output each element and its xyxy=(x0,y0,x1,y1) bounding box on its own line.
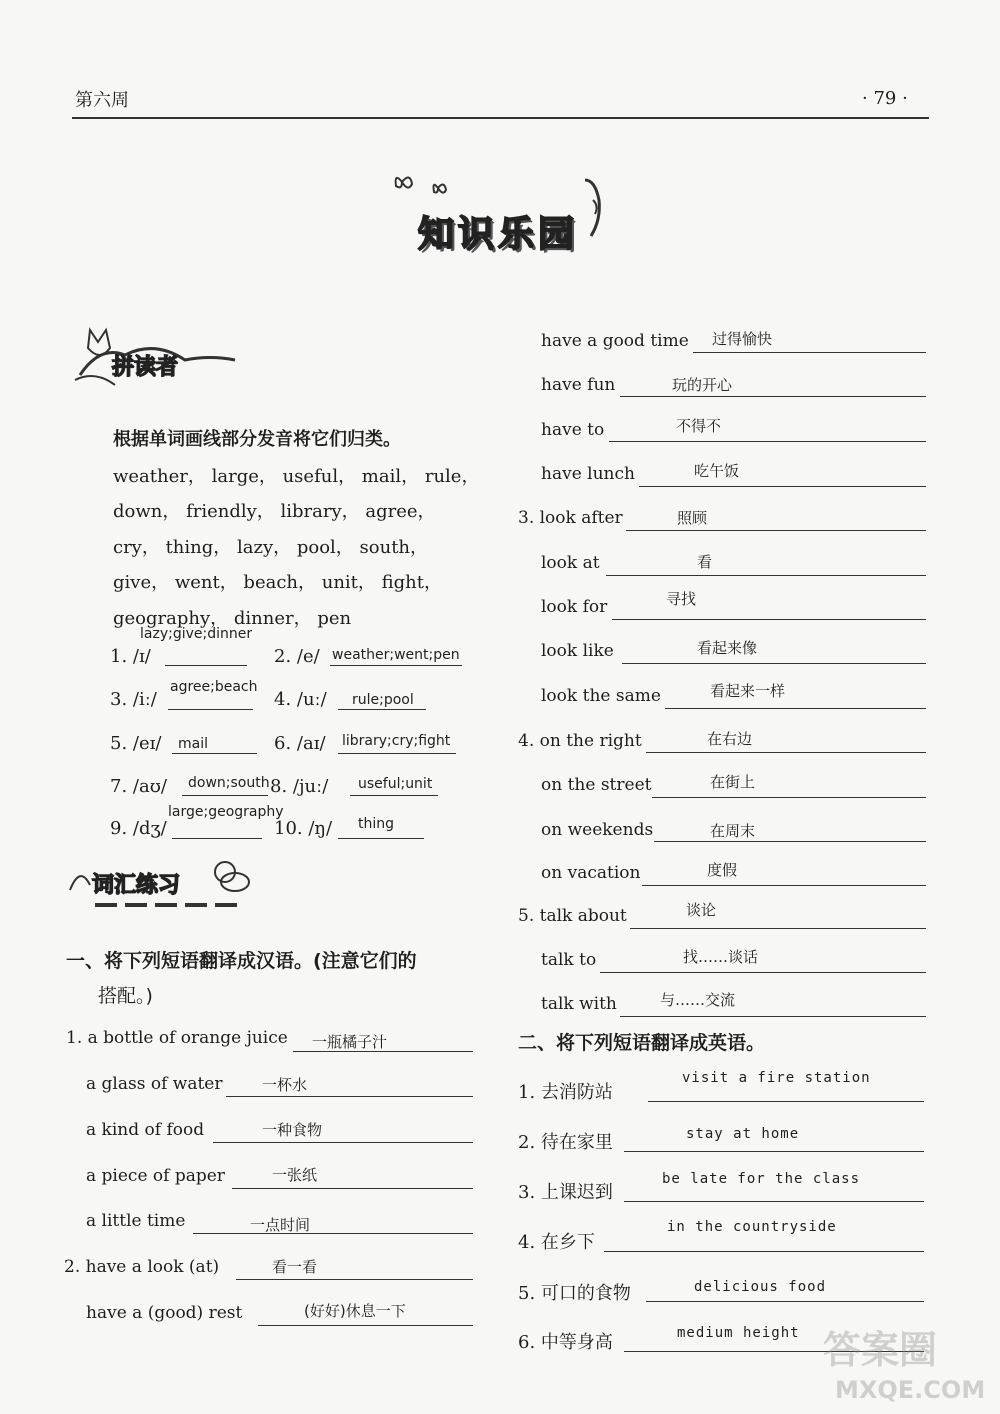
translation-answer: 一种食物 xyxy=(262,1121,323,1139)
translation-answer: 寻找 xyxy=(666,590,697,608)
phrase: talk with xyxy=(541,994,617,1014)
translation-answer: 一张纸 xyxy=(272,1166,318,1184)
phrase: 1. 去消防站 xyxy=(518,1082,613,1103)
phrase: on weekends xyxy=(541,820,654,840)
phrase: have lunch xyxy=(541,464,635,484)
translation-answer: 一杯水 xyxy=(262,1076,308,1094)
phonics-answer: mail xyxy=(178,736,208,752)
phonics-label: 8. /juː/ xyxy=(270,776,329,797)
phrase: 5. talk about xyxy=(518,906,627,926)
phrase: look like xyxy=(541,641,614,661)
phonics-label: 5. /eɪ/ xyxy=(110,733,162,754)
answer-blank xyxy=(350,795,438,796)
phonics-answer: large;geography xyxy=(168,804,284,820)
translation-answer: 谈论 xyxy=(686,901,717,919)
phonics-label: 10. /ŋ/ xyxy=(274,818,333,839)
answer-blank xyxy=(626,530,926,531)
page-title: 知识乐园 xyxy=(418,214,579,255)
answer-blank xyxy=(232,1188,473,1189)
answer-blank xyxy=(620,396,926,397)
answer-blank xyxy=(600,972,926,973)
phonics-label: 3. /iː/ xyxy=(110,689,157,710)
answer-blank xyxy=(604,1251,924,1252)
phrase: have to xyxy=(541,420,605,440)
phonics-badge-label: 拼读者 xyxy=(112,355,179,380)
answer-blank xyxy=(213,1142,473,1143)
word-line: weather， large， useful， mail， rule， xyxy=(113,466,480,487)
answer-blank xyxy=(654,841,926,842)
phonics-answer: weather;went;pen xyxy=(332,647,460,663)
watermark-sub: MXQE.COM xyxy=(835,1376,986,1404)
translation-answer: in the countryside xyxy=(667,1219,837,1235)
answer-blank xyxy=(642,885,926,886)
word-line: cry， thing， lazy， pool， south， xyxy=(113,537,429,558)
answer-blank xyxy=(630,928,926,929)
answer-blank xyxy=(620,1016,926,1017)
phonics-label: 1. /ɪ/ xyxy=(110,646,151,667)
section1-title: 一、将下列短语翻译成汉语。(注意它们的 xyxy=(66,950,417,972)
translation-answer: stay at home xyxy=(686,1126,800,1142)
phonics-answer: library;cry;fight xyxy=(342,733,451,749)
phonics-label: 2. /e/ xyxy=(274,646,320,667)
translation-answer: 不得不 xyxy=(676,417,722,435)
section2-title: 二、将下列短语翻译成英语。 xyxy=(518,1032,766,1054)
phrase: 1. a bottle of orange juice xyxy=(66,1028,288,1048)
answer-blank xyxy=(172,838,262,839)
phrase: look the same xyxy=(541,686,661,706)
answer-blank xyxy=(165,665,247,666)
translation-answer: 过得愉快 xyxy=(712,330,773,348)
translation-answer: 看一看 xyxy=(272,1258,318,1276)
answer-blank xyxy=(639,486,926,487)
translation-answer: medium height xyxy=(677,1325,800,1341)
phrase: 3. look after xyxy=(518,508,623,528)
translation-answer: 吃午饭 xyxy=(694,462,740,480)
translation-answer: 在周末 xyxy=(710,822,756,840)
word-line: geography， dinner， pen xyxy=(113,608,352,629)
answer-blank xyxy=(624,1201,924,1202)
answer-blank xyxy=(338,753,456,754)
phonics-answer: agree;beach xyxy=(170,679,258,695)
phonics-label: 9. /dʒ/ xyxy=(110,818,167,839)
watermark-main: 答案圈 xyxy=(823,1328,938,1372)
translation-answer: 看起来一样 xyxy=(710,682,786,700)
phonics-answer: useful;unit xyxy=(358,776,433,792)
translation-answer: 玩的开心 xyxy=(672,376,733,394)
answer-blank xyxy=(622,663,926,664)
translation-answer: 一瓶橘子汁 xyxy=(312,1033,388,1051)
phrase: on the street xyxy=(541,775,652,795)
word-line: give， went， beach， unit， fight， xyxy=(113,572,442,593)
answer-blank xyxy=(226,1096,473,1097)
phrase: on vacation xyxy=(541,863,641,883)
answer-blank xyxy=(652,797,926,798)
phrase: a little time xyxy=(86,1211,186,1231)
phonics-instruction: 根据单词画线部分发音将它们归类。 xyxy=(113,429,401,450)
phonics-answer: thing xyxy=(358,816,395,832)
translation-answer: 找……谈话 xyxy=(683,948,759,966)
phonics-label: 4. /uː/ xyxy=(274,689,327,710)
translation-answer: 照顾 xyxy=(677,509,708,527)
phrase: 4. 在乡下 xyxy=(518,1232,595,1253)
answer-blank xyxy=(612,619,926,620)
translation-answer: 度假 xyxy=(707,861,738,879)
answer-blank xyxy=(168,709,253,710)
translation-answer: visit a fire station xyxy=(682,1070,871,1086)
translation-answer: (好好)休息一下 xyxy=(304,1302,406,1320)
translation-answer: 在街上 xyxy=(710,773,756,791)
page-week-label: 第六周 xyxy=(75,90,129,111)
phrase: 5. 可口的食物 xyxy=(518,1283,631,1304)
translation-answer: 与……交流 xyxy=(660,991,736,1009)
word-line: down， friendly， library， agree， xyxy=(113,501,436,522)
answer-blank xyxy=(330,665,462,666)
answer-blank xyxy=(646,1301,924,1302)
answer-blank xyxy=(193,1233,473,1234)
answer-blank xyxy=(648,1101,924,1102)
phonics-answer: lazy;give;dinner xyxy=(140,626,253,642)
translation-answer: 看起来像 xyxy=(697,639,758,657)
answer-blank xyxy=(293,1051,473,1052)
phrase: have a (good) rest xyxy=(86,1303,243,1323)
answer-blank xyxy=(258,1325,473,1326)
answer-blank xyxy=(172,753,257,754)
answer-blank xyxy=(624,1151,924,1152)
phrase: 2. have a look (at) xyxy=(64,1257,220,1277)
phrase: look for xyxy=(541,597,608,617)
translation-answer: 看 xyxy=(697,553,713,571)
header-rule xyxy=(72,117,929,119)
answer-blank xyxy=(646,752,926,753)
phrase: 2. 待在家里 xyxy=(518,1132,613,1153)
answer-blank xyxy=(182,795,268,796)
phrase: a glass of water xyxy=(86,1074,223,1094)
translation-answer: be late for the class xyxy=(662,1171,861,1187)
answer-blank xyxy=(606,575,926,576)
phrase: a piece of paper xyxy=(86,1166,225,1186)
phrase: a kind of food xyxy=(86,1120,205,1140)
answer-blank xyxy=(236,1279,473,1280)
answer-blank xyxy=(338,709,426,710)
vocab-badge-label: 词汇练习 xyxy=(92,873,181,898)
phonics-answer: down;south xyxy=(188,775,270,791)
phrase: look at xyxy=(541,553,600,573)
phrase: 3. 上课迟到 xyxy=(518,1182,613,1203)
translation-answer: 一点时间 xyxy=(250,1216,311,1234)
answer-blank xyxy=(665,708,926,709)
phonics-answer: rule;pool xyxy=(352,692,414,708)
section1-title-cont: 搭配。) xyxy=(98,985,153,1007)
answer-blank xyxy=(609,441,926,442)
page-number: · 79 · xyxy=(862,88,908,109)
phonics-label: 7. /aʊ/ xyxy=(110,776,167,797)
watermark-logo xyxy=(815,1318,995,1408)
phrase: have fun xyxy=(541,375,616,395)
answer-blank xyxy=(693,352,926,353)
answer-blank xyxy=(338,838,424,839)
phrase: 6. 中等身高 xyxy=(518,1332,613,1353)
phrase: have a good time xyxy=(541,331,689,351)
translation-answer: delicious food xyxy=(694,1279,827,1295)
translation-answer: 在右边 xyxy=(707,730,753,748)
phrase: talk to xyxy=(541,950,597,970)
phonics-label: 6. /aɪ/ xyxy=(274,733,326,754)
phrase: 4. on the right xyxy=(518,731,642,751)
